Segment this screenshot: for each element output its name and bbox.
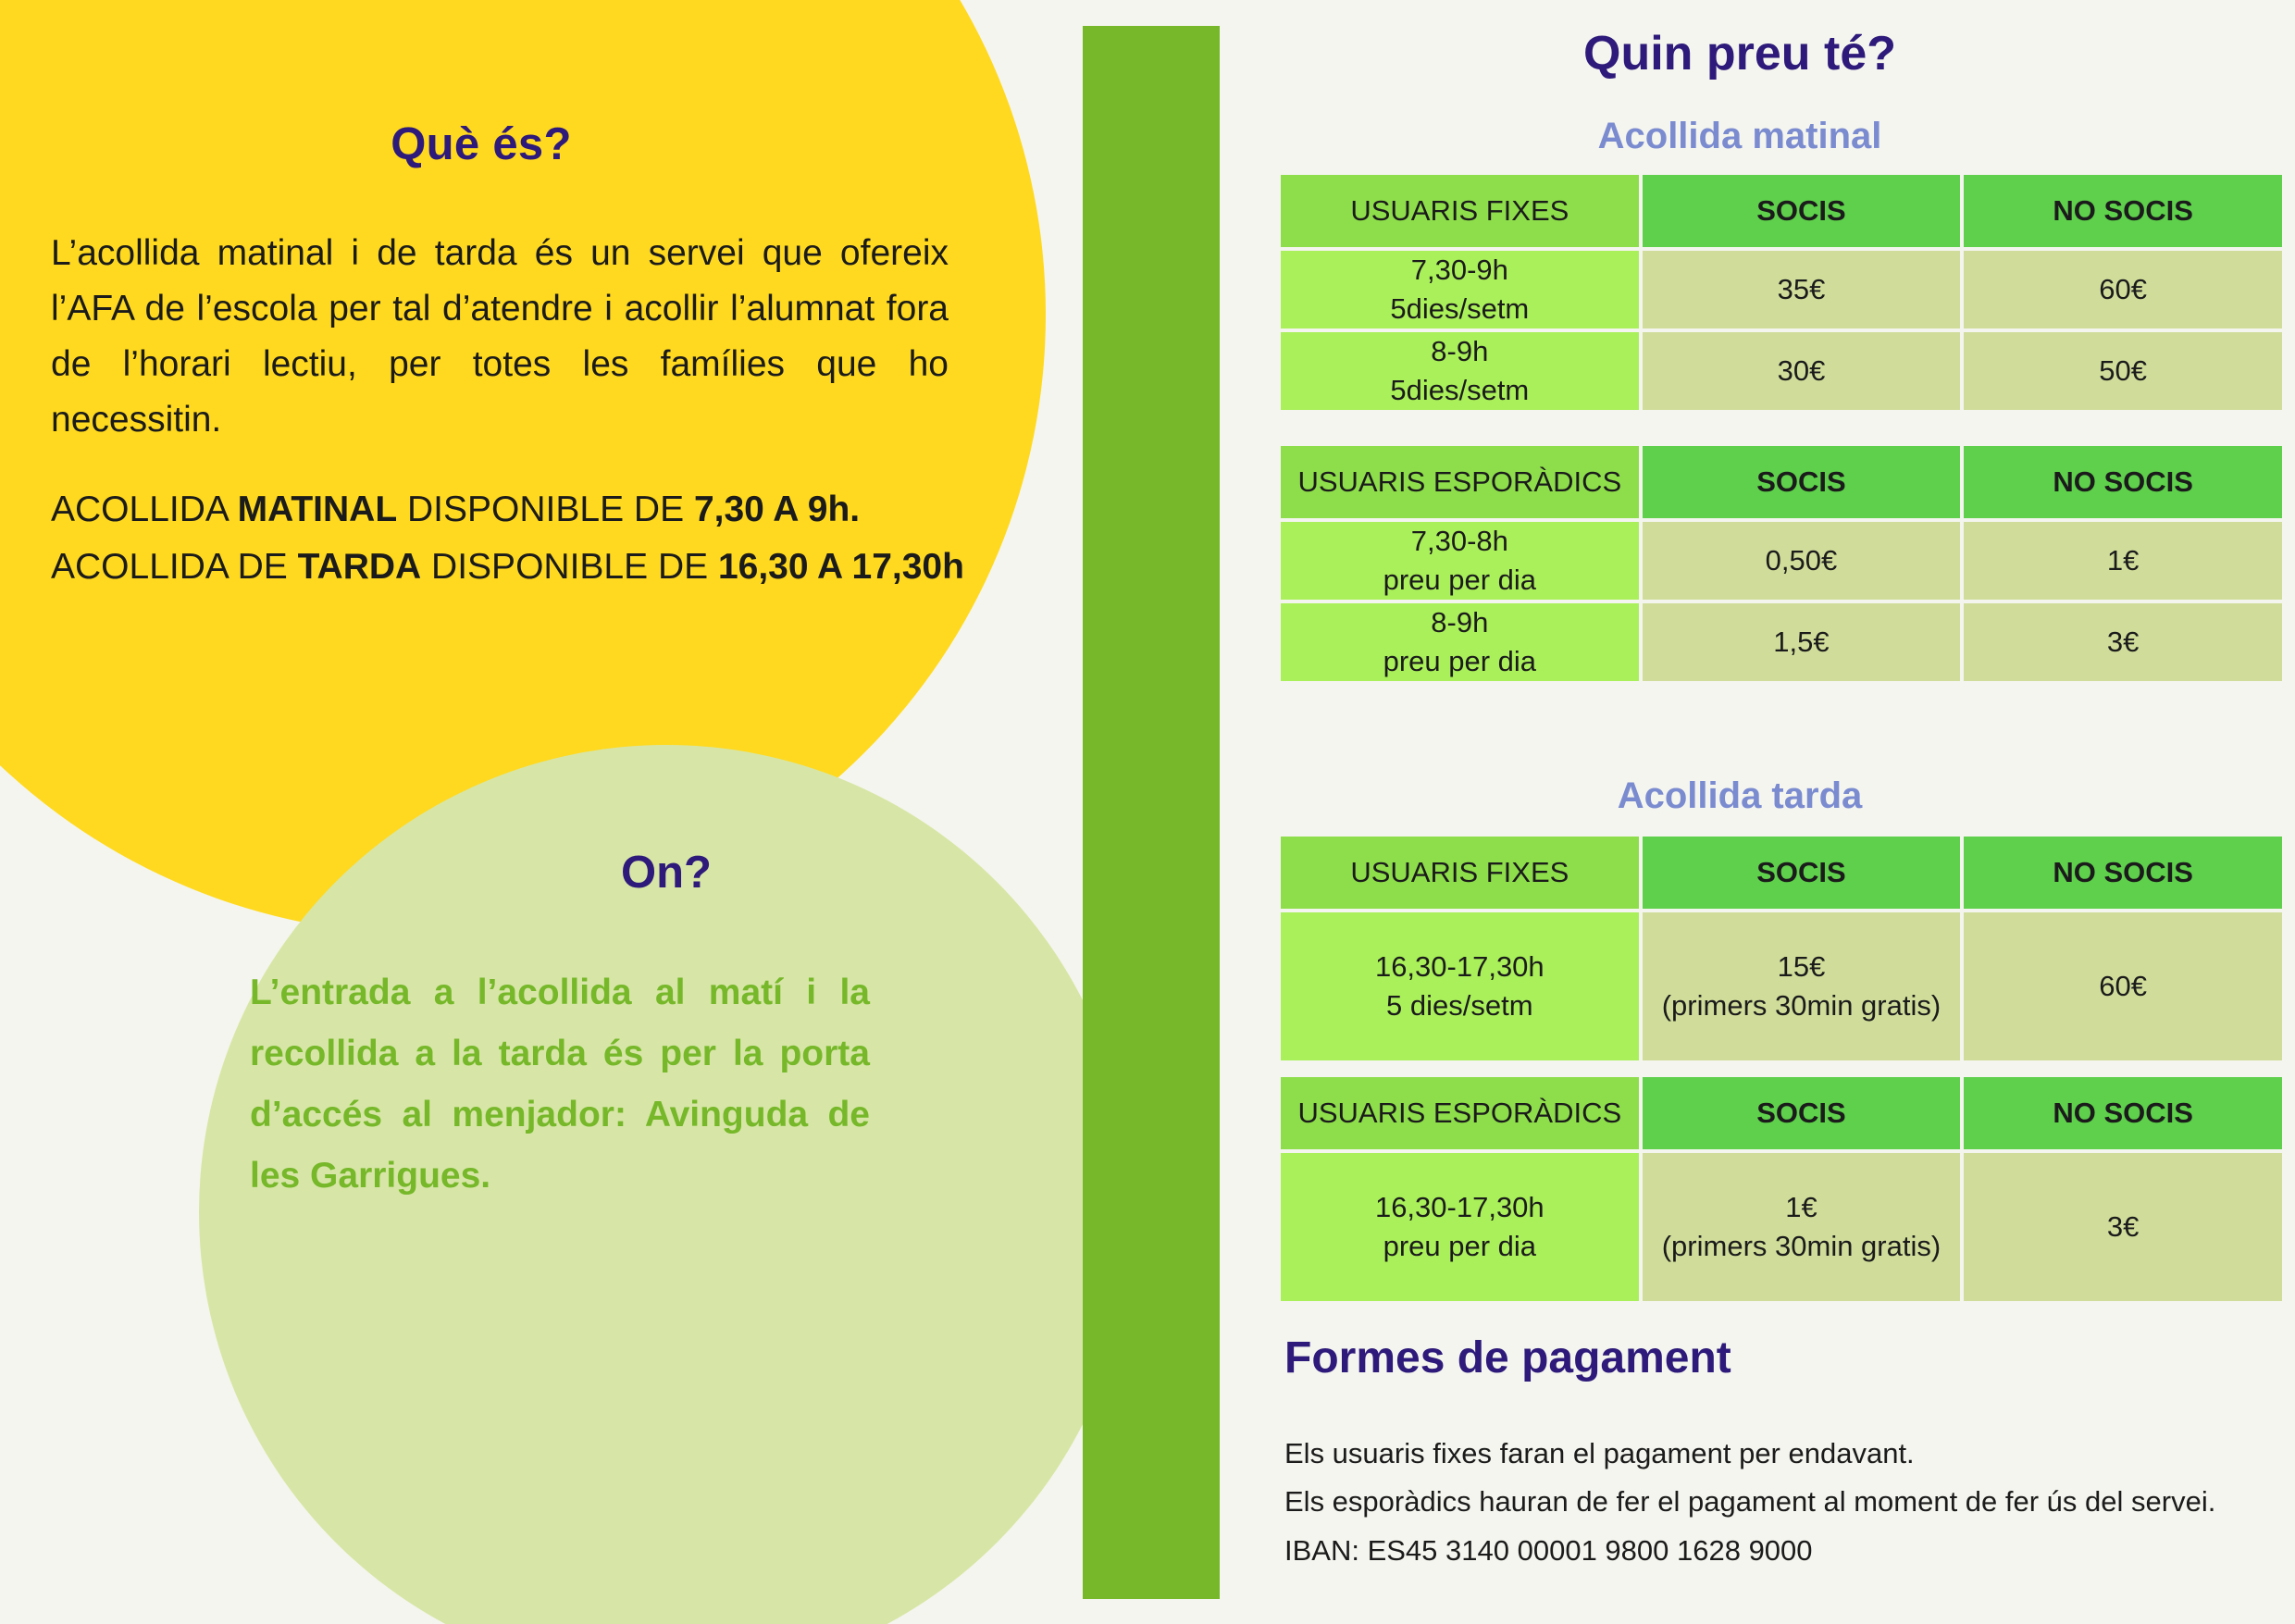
horaris-line2-bold2: 16,30 A 17,30h — [717, 547, 964, 587]
pagament-line-2: Els esporàdics hauran de fer el pagament al moment de fer ús del servei. — [1284, 1485, 2216, 1518]
heading-on: On? — [621, 848, 712, 898]
cell-label: 16,30-17,30h 5 dies/setm — [1281, 912, 1639, 1060]
cell-label: 16,30-17,30h preu per dia — [1281, 1153, 1639, 1301]
column-header: SOCIS — [1643, 837, 1961, 909]
column-header: NO SOCIS — [1964, 1077, 2282, 1149]
column-header: USUARIS FIXES — [1281, 175, 1639, 247]
table-matinal-esporadics — [1277, 442, 2286, 685]
table-header-row — [1281, 1077, 2282, 1149]
subheading-acollida-matinal: Acollida matinal — [1597, 116, 1882, 156]
paragraph-horaris — [51, 481, 967, 596]
cell-value: 50€ — [1964, 332, 2282, 410]
cell-value: 1€ (primers 30min gratis) — [1643, 1153, 1961, 1301]
horaris-line1-mid: DISPONIBLE DE — [397, 490, 694, 529]
heading-formes-de-pagament: Formes de pagament — [1284, 1333, 1731, 1382]
cell-label: 8-9h 5dies/setm — [1281, 332, 1639, 410]
right-panel — [1277, 0, 2295, 1624]
horaris-line2-mid: DISPONIBLE DE — [421, 547, 718, 587]
paragraph-intro: L’acollida matinal i de tarda és un servei que ofereix l’AFA de l’escola per tal d’atendre i acollir l’alumnat fora de l’horari lectiu, per totes les famílies que ho necessitin. — [51, 233, 949, 440]
column-header: SOCIS — [1643, 175, 1961, 247]
horaris-line1-bold2: 7,30 A 9h. — [693, 490, 861, 529]
horaris-line1-pre: ACOLLIDA — [51, 490, 238, 529]
column-header: NO SOCIS — [1964, 837, 2282, 909]
cell-value: 60€ — [1964, 912, 2282, 1060]
table-tarda-esporadics — [1277, 1073, 2286, 1305]
cell-value: 35€ — [1643, 251, 1961, 329]
table-header-row — [1281, 175, 2282, 247]
table-matinal-fixes — [1277, 171, 2286, 414]
horaris-line2-bold1: TARDA — [297, 547, 422, 587]
cell-value: 3€ — [1964, 603, 2282, 681]
cell-value: 15€ (primers 30min gratis) — [1643, 912, 1961, 1060]
table-row — [1281, 1153, 2282, 1301]
horaris-line1-bold1: MATINAL — [237, 490, 398, 529]
cell-value: 3€ — [1964, 1153, 2282, 1301]
column-header: NO SOCIS — [1964, 446, 2282, 518]
column-header: SOCIS — [1643, 446, 1961, 518]
table-row — [1281, 912, 2282, 1060]
column-header: USUARIS ESPORÀDICS — [1281, 446, 1639, 518]
paragraph-pagament — [1284, 1430, 2265, 1526]
table-header-row — [1281, 837, 2282, 909]
iban-text: IBAN: ES45 3140 00001 9800 1628 9000 — [1284, 1534, 1813, 1567]
heading-que-es: Què és? — [391, 119, 572, 169]
cell-label: 7,30-8h preu per dia — [1281, 522, 1639, 600]
pagament-line-1: Els usuaris fixes faran el pagament per endavant. — [1284, 1437, 1915, 1469]
table-tarda-fixes — [1277, 833, 2286, 1064]
table-row — [1281, 332, 2282, 410]
column-header: USUARIS FIXES — [1281, 837, 1639, 909]
vertical-divider — [1083, 26, 1220, 1599]
table-row — [1281, 603, 2282, 681]
table-row — [1281, 251, 2282, 329]
heading-quin-preu: Quin preu té? — [1583, 27, 1896, 81]
subheading-acollida-tarda: Acollida tarda — [1617, 775, 1863, 816]
cell-value: 1,5€ — [1643, 603, 1961, 681]
paragraph-on: L’entrada a l’acollida al matí i la recollida a la tarda és per la porta d’accés al menjador: Avinguda de les Garrigues. — [250, 973, 870, 1196]
cell-value: 30€ — [1643, 332, 1961, 410]
horaris-line2-pre: ACOLLIDA DE — [51, 547, 298, 587]
column-header: NO SOCIS — [1964, 175, 2282, 247]
cell-value: 1€ — [1964, 522, 2282, 600]
table-header-row — [1281, 446, 2282, 518]
cell-label: 8-9h preu per dia — [1281, 603, 1639, 681]
column-header: SOCIS — [1643, 1077, 1961, 1149]
cell-value: 60€ — [1964, 251, 2282, 329]
column-header: USUARIS ESPORÀDICS — [1281, 1077, 1639, 1149]
left-content — [0, 0, 1083, 1624]
cell-value: 0,50€ — [1643, 522, 1961, 600]
cell-label: 7,30-9h 5dies/setm — [1281, 251, 1639, 329]
table-row — [1281, 522, 2282, 600]
